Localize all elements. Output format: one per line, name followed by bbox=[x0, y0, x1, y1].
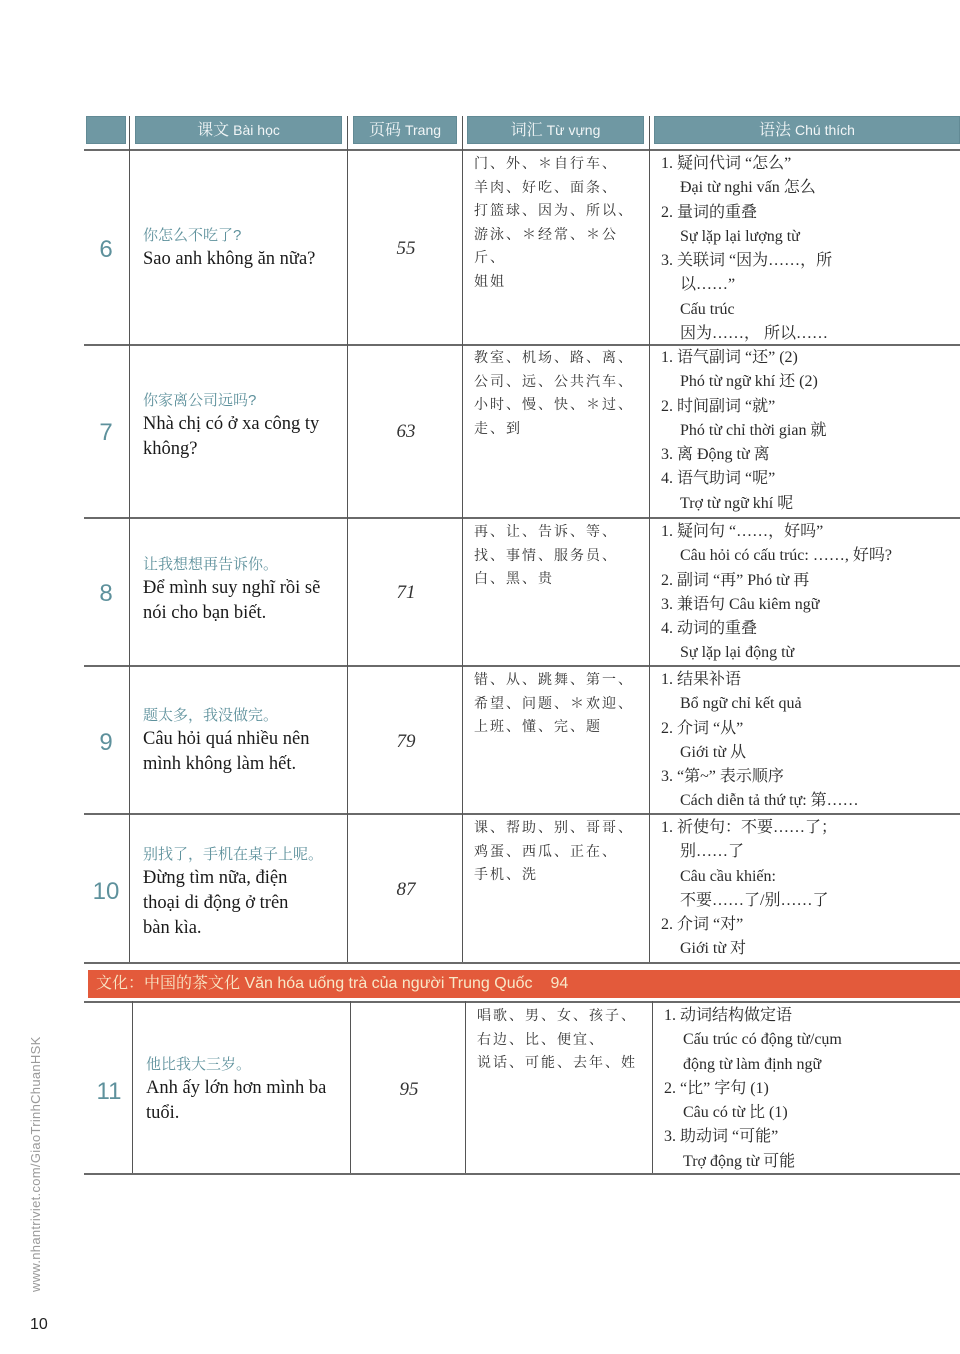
header-page-zh: 页码 bbox=[368, 122, 401, 139]
grammar-note: Bổ ngữ chỉ kết quả bbox=[680, 695, 802, 713]
lesson-title-zh: 让我想想再告诉你。 bbox=[143, 556, 279, 573]
lesson-number: 10 bbox=[92, 878, 120, 905]
vocab-line: 上班、懂、完、题 bbox=[474, 720, 602, 735]
lesson-title bbox=[146, 1054, 346, 1126]
grammar-point: 2. 介词 “从” bbox=[661, 719, 744, 737]
header-cell-vocab bbox=[467, 116, 644, 144]
lesson-grammar bbox=[661, 816, 956, 962]
lesson-page: 79 bbox=[396, 731, 416, 752]
lesson-title bbox=[143, 225, 343, 272]
vocab-line: 打篮球、因为、所以、 bbox=[474, 204, 634, 219]
grammar-point: 1. 疑问句 “……，好吗” bbox=[661, 523, 824, 540]
vocab-line: 白、黑、贵 bbox=[474, 572, 554, 587]
vocab-line: 公司、远、公共汽车、 bbox=[474, 374, 634, 390]
column-divider bbox=[132, 1001, 133, 1173]
vocab-line: 右边、比、便宜、 bbox=[477, 1032, 605, 1048]
lesson-page: 63 bbox=[396, 421, 416, 442]
column-divider bbox=[462, 116, 463, 962]
vocab-line: 再、让、告诉、等、 bbox=[474, 525, 618, 540]
lesson-title bbox=[143, 705, 343, 777]
grammar-note: Sự lặp lại động từ bbox=[680, 644, 795, 662]
grammar-point: 2. “比” 字句 (1) bbox=[664, 1079, 769, 1097]
vocab-line: 游泳、＊经常、＊公斤、 bbox=[474, 227, 618, 266]
vocab-line: 错、从、跳舞、第一、 bbox=[474, 673, 634, 688]
row-divider bbox=[84, 517, 960, 519]
header-vocab-zh: 词汇 bbox=[510, 122, 543, 139]
lesson-number: 7 bbox=[99, 419, 113, 446]
lesson-title-vi: Câu hỏi quá nhiều nên mình không làm hết. bbox=[143, 729, 310, 774]
vocab-line: 手机、洗 bbox=[474, 868, 538, 883]
lesson-vocab bbox=[474, 347, 644, 441]
header-lesson-zh: 课文 bbox=[197, 122, 230, 139]
lesson-vocab bbox=[477, 1005, 647, 1076]
grammar-point: 2. 量词的重叠 bbox=[661, 203, 758, 221]
grammar-point: 3. 关联词 “因为……，所 bbox=[661, 252, 833, 270]
grammar-point: 1. 结果补语 bbox=[661, 671, 742, 688]
vocab-line: 课、帮助、别、哥哥、 bbox=[474, 821, 634, 836]
grammar-point: 3. 离 Động từ 离 bbox=[661, 446, 770, 464]
vocab-line: 希望、问题、＊欢迎、 bbox=[474, 696, 634, 712]
lesson-grammar bbox=[661, 346, 956, 516]
grammar-note: Cấu trúc bbox=[680, 300, 735, 318]
side-url-watermark: www.nhantriviet.com/GiaoTrinhChuanHSK bbox=[28, 1036, 43, 1292]
column-divider bbox=[652, 1001, 653, 1173]
row-divider bbox=[84, 962, 960, 964]
lesson-title-zh: 他比我大三岁。 bbox=[146, 1056, 252, 1073]
row-divider bbox=[84, 149, 960, 151]
lesson-vocab bbox=[474, 521, 644, 592]
page-number: 10 bbox=[30, 1316, 48, 1333]
lesson-vocab bbox=[474, 153, 644, 294]
lesson-number: 11 bbox=[96, 1078, 122, 1105]
vocab-line: 姐姐 bbox=[474, 274, 506, 290]
vocab-line: 鸡蛋、西瓜、正在、 bbox=[474, 844, 618, 860]
lesson-vocab bbox=[474, 817, 644, 888]
grammar-note: Sự lặp lại lượng từ bbox=[680, 227, 800, 245]
lesson-title-zh: 别找了，手机在桌子上呢。 bbox=[143, 846, 324, 863]
header-page-vi: Trang bbox=[404, 122, 442, 138]
grammar-point: 3. “第~” 表示顺序 bbox=[661, 768, 784, 786]
vocab-line: 羊肉、好吃、面条、 bbox=[474, 180, 618, 196]
lesson-grammar bbox=[661, 668, 956, 814]
lesson-title bbox=[143, 844, 343, 941]
header-grammar-vi: Chú thích bbox=[795, 122, 855, 138]
grammar-point: 3. 兼语句 Câu kiêm ngữ bbox=[661, 595, 820, 613]
grammar-point: 1. 祈使句：不要……了； bbox=[661, 819, 838, 836]
grammar-note: Cách diễn tả thứ tự: 第…… bbox=[680, 792, 859, 810]
lesson-page: 95 bbox=[399, 1079, 419, 1100]
lesson-title-vi: Đừng tìm nữa, điện thoại di động ở trên bàn kìa. bbox=[143, 868, 289, 938]
header-cell-number bbox=[86, 116, 126, 144]
column-divider bbox=[129, 116, 130, 962]
grammar-note: 因为……， 所以…… bbox=[680, 325, 829, 343]
row-divider bbox=[84, 1001, 960, 1003]
grammar-note: 以……” bbox=[680, 276, 736, 294]
grammar-point: 2. 介词 “对” bbox=[661, 916, 744, 934]
grammar-point: 4. 语气助词 “呢” bbox=[661, 470, 776, 488]
grammar-note: 别……了 bbox=[680, 843, 745, 861]
grammar-note: Cấu trúc có động từ/cụm bbox=[683, 1031, 842, 1049]
vocab-line: 门、外、＊自行车、 bbox=[474, 157, 618, 172]
grammar-point: 2. 时间副词 “就” bbox=[661, 397, 776, 415]
vocab-line: 说话、可能、去年、姓 bbox=[477, 1056, 637, 1071]
column-divider bbox=[347, 116, 348, 962]
grammar-note: Câu có từ 比 (1) bbox=[683, 1104, 788, 1122]
grammar-note: 不要……了/别……了 bbox=[680, 891, 829, 909]
grammar-note: Trợ động từ 可能 bbox=[683, 1152, 796, 1170]
grammar-point: 1. 动词结构做定语 bbox=[664, 1007, 793, 1024]
grammar-point: 4. 动词的重叠 bbox=[661, 620, 758, 638]
lesson-page: 87 bbox=[396, 879, 416, 900]
vocab-line: 小时、慢、快、＊过、 bbox=[474, 398, 634, 413]
lesson-title-vi: Sao anh không ăn nữa? bbox=[143, 249, 316, 269]
header-lesson-vi: Bài học bbox=[233, 122, 280, 138]
lesson-title-zh: 你家离公司远吗? bbox=[143, 392, 257, 409]
lesson-grammar bbox=[661, 520, 956, 666]
header-cell-page bbox=[353, 116, 457, 144]
vocab-line: 找、事情、服务员、 bbox=[474, 548, 618, 564]
lesson-title-vi: Nhà chị có ở xa công ty không? bbox=[143, 414, 320, 459]
lesson-vocab bbox=[474, 669, 644, 740]
grammar-note: Câu hỏi có cấu trúc: ……, 好吗? bbox=[680, 547, 892, 565]
lesson-title-vi: Để mình suy nghĩ rồi sẽ nói cho bạn biết. bbox=[143, 578, 321, 623]
lesson-title-vi: Anh ấy lớn hơn mình ba tuổi. bbox=[146, 1078, 327, 1123]
lesson-page: 55 bbox=[396, 238, 416, 259]
column-divider bbox=[465, 1001, 466, 1173]
lesson-number: 6 bbox=[99, 236, 113, 263]
lesson-title bbox=[143, 390, 343, 462]
grammar-note: Đại từ nghi vấn 怎么 bbox=[680, 179, 816, 197]
grammar-point: 3. 助动词 “可能” bbox=[664, 1128, 779, 1146]
culture-page: 94 bbox=[550, 975, 569, 992]
grammar-note: Câu cầu khiến: bbox=[680, 867, 776, 885]
column-divider bbox=[350, 1001, 351, 1173]
grammar-point: 2. 副词 “再” Phó từ 再 bbox=[661, 571, 810, 589]
vocab-line: 走、到 bbox=[474, 421, 522, 437]
grammar-point: 1. 语气副词 “还” (2) bbox=[661, 349, 798, 366]
lesson-title-zh: 你怎么不吃了? bbox=[143, 227, 242, 244]
lesson-grammar bbox=[661, 152, 956, 346]
grammar-note: động từ làm định ngữ bbox=[683, 1055, 822, 1073]
header-cell-lesson bbox=[135, 116, 342, 144]
lesson-page: 71 bbox=[396, 582, 416, 603]
header-vocab-vi: Từ vựng bbox=[546, 122, 601, 138]
grammar-note: Phó từ chỉ thời gian 就 bbox=[680, 421, 827, 439]
culture-title: 文化：中国的茶文化 Văn hóa uống trà của người Trung Quốc bbox=[96, 975, 533, 992]
grammar-note: Phó từ ngữ khí 还 (2) bbox=[680, 373, 818, 391]
culture-section-band bbox=[88, 970, 960, 998]
grammar-note: Giới từ 从 bbox=[680, 743, 747, 761]
grammar-note: Giới từ 对 bbox=[680, 940, 747, 958]
column-divider bbox=[649, 116, 650, 962]
lesson-number: 8 bbox=[99, 580, 113, 607]
lesson-number: 9 bbox=[99, 729, 113, 756]
grammar-point: 1. 疑问代词 “怎么” bbox=[661, 155, 792, 172]
vocab-line: 教室、机场、路、离、 bbox=[474, 351, 634, 366]
lesson-grammar bbox=[664, 1004, 959, 1174]
header-cell-grammar bbox=[654, 116, 960, 144]
header-grammar-zh: 语法 bbox=[759, 122, 792, 139]
lesson-title bbox=[143, 554, 343, 626]
lesson-title-zh: 题太多，我没做完。 bbox=[143, 707, 279, 724]
grammar-note: Trợ từ ngữ khí 呢 bbox=[680, 494, 794, 512]
vocab-line: 唱歌、男、女、孩子、 bbox=[477, 1009, 637, 1024]
